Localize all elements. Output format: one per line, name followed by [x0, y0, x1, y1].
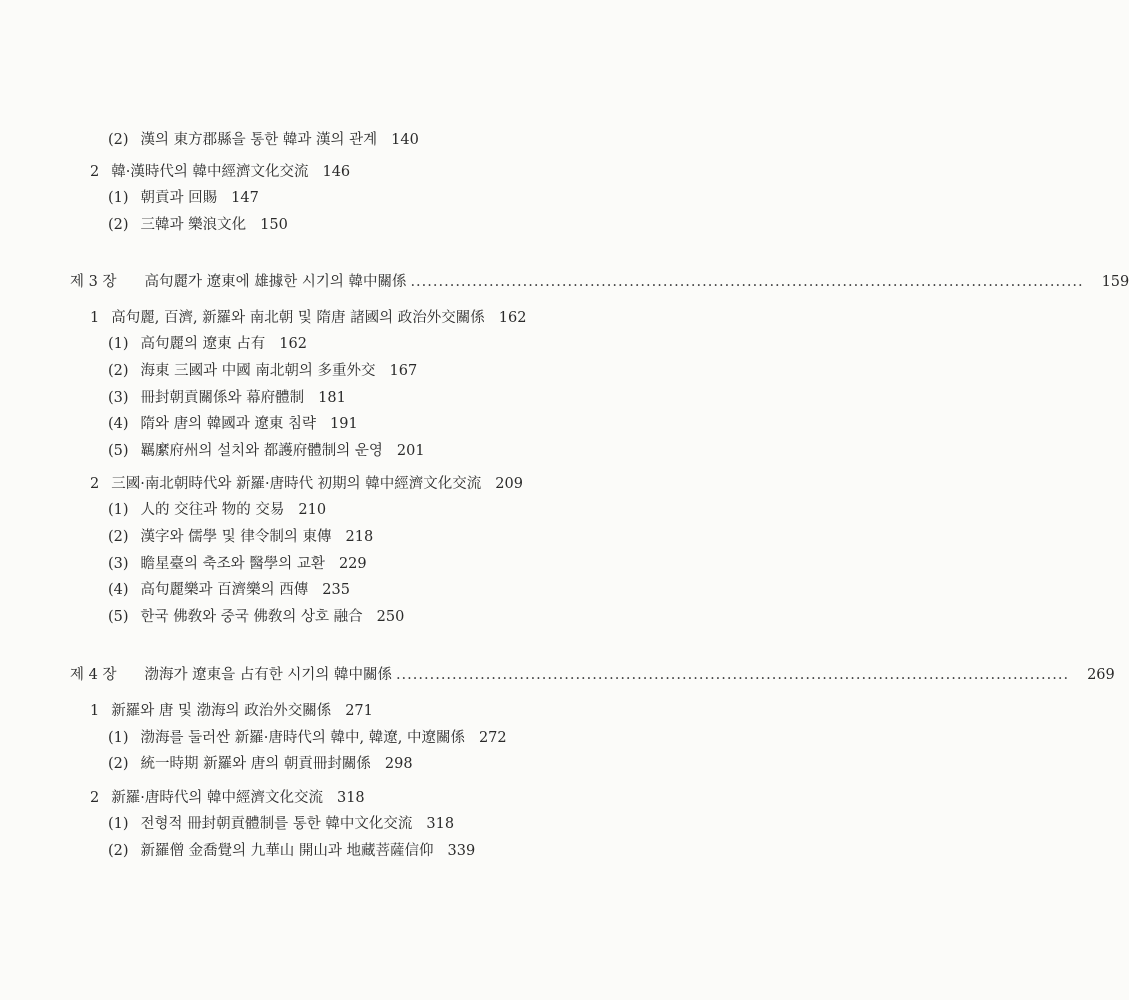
toc-page-number: 147 [231, 190, 259, 206]
toc-page-number: 339 [447, 843, 476, 859]
toc-title: 高句麗, 百濟, 新羅와 南北朝 및 隋唐 諸國의 政治外交關係 [111, 310, 485, 326]
toc-section [90, 162, 656, 182]
toc-page-number: 181 [318, 390, 346, 406]
toc-subsection [108, 388, 656, 408]
toc-number: 제 3 장 [70, 274, 117, 290]
toc-page-number: 146 [322, 164, 351, 180]
toc-title: 朝貢과 回賜 [140, 190, 218, 206]
toc-number: (1) [108, 502, 129, 518]
toc-subsection [108, 554, 656, 574]
toc-page-number: 209 [495, 476, 523, 492]
toc-subsection [108, 754, 656, 774]
dot-leader: ........................................................................................................................ [410, 274, 1084, 290]
toc-page-number: 318 [336, 790, 365, 806]
toc-title: 漢字와 儒學 및 律令制의 東傳 [140, 529, 332, 545]
toc-number: (2) [108, 529, 129, 545]
toc-number: (5) [108, 609, 129, 625]
toc-number: (2) [108, 132, 129, 148]
toc-page-number: 150 [260, 217, 288, 233]
toc-title: 高句麗의 遼東 占有 [140, 336, 266, 352]
toc-page-number: 271 [345, 703, 373, 719]
toc-chapter [70, 272, 1129, 292]
toc-number: (2) [108, 363, 129, 379]
toc-section [90, 788, 656, 808]
toc-subsection [108, 500, 656, 520]
toc-title: 人的 交往과 物的 交易 [140, 502, 285, 518]
dot-leader: ........................................................................................................................ [395, 667, 1070, 683]
toc-section [90, 308, 656, 328]
toc-title: 三韓과 樂浪文化 [140, 217, 247, 233]
toc-subsection [108, 841, 656, 861]
toc-number: (3) [108, 556, 129, 572]
toc-title: 羈縻府州의 설치와 都護府體制의 운영 [140, 443, 383, 459]
toc-number: (3) [108, 390, 129, 406]
toc-page-number: 162 [279, 336, 307, 352]
toc-subsection [108, 441, 656, 461]
toc-title: 新羅僧 金喬覺의 九華山 開山과 地藏菩薩信仰 [140, 843, 434, 859]
toc-number: (1) [108, 730, 129, 746]
toc-number: (2) [108, 217, 129, 233]
toc-title: 隋와 唐의 韓國과 遼東 침략 [140, 416, 317, 432]
toc-page-number: 140 [391, 132, 419, 148]
toc-subsection [108, 361, 656, 381]
toc-title: 冊封朝貢關係와 幕府體制 [140, 390, 305, 406]
toc-title: 高句麗가 遼東에 雄據한 시기의 韓中關係 [144, 274, 407, 290]
toc-title: 瞻星臺의 축조와 醫學의 교환 [140, 556, 325, 572]
toc-number: 제 4 장 [70, 667, 117, 683]
toc-subsection [108, 215, 656, 235]
toc-title: 전형적 冊封朝貢體制를 통한 韓中文化交流 [140, 816, 413, 832]
toc-page-number: 229 [338, 556, 367, 572]
toc-chapter [70, 665, 1115, 685]
toc-title: 新羅·唐時代의 韓中經濟文化交流 [111, 790, 323, 806]
toc-page-number: 318 [426, 816, 455, 832]
toc-title: 漢의 東方郡縣을 통한 韓과 漢의 관계 [140, 132, 378, 148]
toc-number: 1 [90, 310, 100, 326]
toc-page-number: 210 [298, 502, 327, 518]
toc-page-number: 269 [1087, 667, 1115, 683]
toc-number: (2) [108, 756, 129, 772]
toc-number: (5) [108, 443, 129, 459]
toc-number: 1 [90, 703, 100, 719]
toc-page-number: 218 [345, 529, 374, 545]
toc-subsection [108, 580, 656, 600]
toc-subsection [108, 607, 656, 627]
toc-page-number: 298 [384, 756, 413, 772]
toc-number: (1) [108, 336, 129, 352]
toc-section [90, 474, 656, 494]
toc-number: (4) [108, 416, 129, 432]
toc-subsection [108, 527, 656, 547]
toc-number: 2 [90, 476, 100, 492]
toc-page-number: 272 [478, 730, 507, 746]
toc-subsection [108, 334, 656, 354]
toc-title: 渤海가 遼東을 占有한 시기의 韓中關係 [144, 667, 392, 683]
toc-title: 新羅와 唐 및 渤海의 政治外交關係 [111, 703, 332, 719]
toc-title: 한국 佛敎와 중국 佛敎의 상호 融合 [140, 609, 363, 625]
toc-page-number: 250 [376, 609, 405, 625]
toc-page-number: 162 [498, 310, 527, 326]
toc-number: (2) [108, 843, 129, 859]
toc-page-number: 159 [1101, 274, 1129, 290]
toc-number: 2 [90, 164, 100, 180]
toc-title: 韓·漢時代의 韓中經濟文化交流 [111, 164, 309, 180]
toc-page-number: 167 [389, 363, 418, 379]
toc-title: 高句麗樂과 百濟樂의 西傳 [140, 582, 309, 598]
toc-section [90, 701, 656, 721]
toc-number: 2 [90, 790, 100, 806]
toc-subsection [108, 414, 656, 434]
toc-subsection [108, 188, 656, 208]
toc-title: 三國·南北朝時代와 新羅·唐時代 初期의 韓中經濟文化交流 [111, 476, 482, 492]
toc-number: (1) [108, 190, 129, 206]
toc-subsection [108, 130, 656, 150]
toc-subsection [108, 814, 656, 834]
toc-subsection [108, 728, 656, 748]
toc-page-number: 235 [322, 582, 350, 598]
toc-title: 海東 三國과 中國 南北朝의 多重外交 [140, 363, 376, 379]
toc-page-number: 191 [330, 416, 358, 432]
toc-page-number: 201 [396, 443, 425, 459]
toc-title: 統一時期 新羅와 唐의 朝貢冊封關係 [140, 756, 371, 772]
toc-number: (4) [108, 582, 129, 598]
toc-number: (1) [108, 816, 129, 832]
toc-title: 渤海를 둘러싼 新羅·唐時代의 韓中, 韓遼, 中遼關係 [140, 730, 465, 746]
